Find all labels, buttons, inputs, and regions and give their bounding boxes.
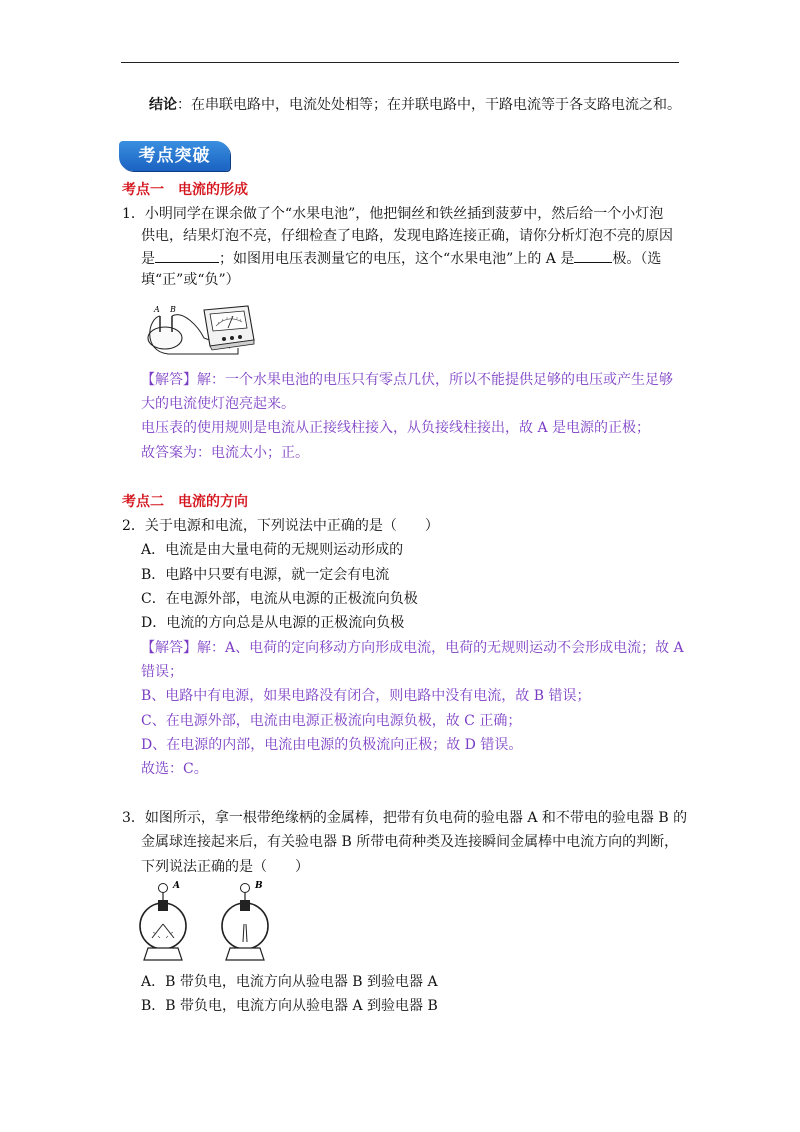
q1-blank-1[interactable] [155,248,219,263]
q3-line1: 3．如图所示，拿一根带绝缘柄的金属棒，把带有负电荷的验电器 A 和不带电的验电器 B 的 [122,810,688,826]
fig3-label-b: B [255,881,263,891]
fruit-battery-svg [138,296,258,358]
fig1-label-a: A [154,305,160,314]
electroscope-b [222,881,268,960]
fruit-battery-figure [138,296,258,358]
q1-line3-a: 是 [141,251,155,267]
electroscope-b-ball [241,884,250,893]
conclusion-line [149,95,681,115]
electroscope-a [140,881,186,960]
electroscope-a-stopper [158,900,168,911]
section1-title: 考点一 电流的形成 [122,182,248,198]
a2-line3: B、电路中有电源，如果电路没有闭合，则电路中没有电流，故 B 错误； [141,688,591,704]
q1-line3-b: ；如图用电压表测量它的电压，这个“水果电池”上的 A 是 [219,251,575,267]
electroscope-svg [138,878,284,964]
a2-line1 [141,638,684,658]
electroscope-a-base [144,948,182,960]
banner-title: 考点突破 [138,146,211,166]
electroscope-b-base [226,948,264,960]
terminal-1 [222,337,226,341]
conclusion-label: 结论 [149,97,177,113]
q1-line1: 1．小明同学在课余做了个“水果电池”，他把铜丝和铁丝插到菠萝中，然后给一个小灯泡 [122,206,664,222]
q3-line2: 金属球连接起来后，有关验电器 B 所带电荷种类及连接瞬间金属棒中电流方向的判断， [141,834,679,850]
a2-line2: 错误； [141,664,183,680]
q1-line3 [141,248,661,269]
section-banner [119,141,230,171]
a1-tag: 【解答】 [141,372,197,388]
q3-option-a[interactable]: A．B 带负电，电流方向从验电器 B 到验电器 A [141,974,438,990]
q3-option-b[interactable]: B．B 带负电，电流方向从验电器 A 到验电器 B [141,998,438,1014]
electroscope-b-stopper [240,900,250,911]
voltmeter-dial [210,311,247,331]
a1-line1 [141,370,673,390]
a2-tag: 【解答】 [141,640,197,656]
q2-stem: 2．关于电源和电流，下列说法中正确的是（ ） [122,518,439,534]
fig1-label-b: B [170,305,176,314]
a1-line1-text: 解：一个水果电池的电压只有零点几伏，所以不能提供足够的电压或产生足够 [197,372,673,388]
a2-line5: D、在电源的内部，电流由电源的负极流向正极；故 D 错误。 [141,737,523,753]
conclusion-text: ：在串联电路中，电流处处相等；在并联电路中，干路电流等于各支路电流之和。 [177,97,681,113]
a2-line6: 故选：C。 [141,761,208,777]
q2-option-b[interactable]: B．电路中只要有电源，就一定会有电流 [141,567,390,583]
electroscope-figure [138,878,284,964]
q1-line3-c: 极。（选 [612,251,662,267]
terminal-2 [230,336,234,340]
fig3-label-a: A [173,881,180,891]
header-rule [121,62,679,63]
q2-option-a[interactable]: A．电流是由大量电荷的无规则运动形成的 [141,542,404,558]
q1-line2: 供电，结果灯泡不亮，仔细检查了电路，发现电路连接正确，请你分析灯泡不亮的原因 [141,228,673,244]
a1-line3: 电压表的使用规则是电流从正接线柱接入，从负接线柱接出，故 A 是电源的正极； [141,420,651,436]
a1-line2: 大的电流使灯泡亮起来。 [141,396,295,412]
q3-line3: 下列说法正确的是（ ） [141,859,309,875]
a1-line4: 故答案为：电流太小；正。 [141,445,309,461]
a2-line1-text: 解：A、电荷的定向移动方向形成电流，电荷的无规则运动不会形成电流；故 A [197,640,684,656]
section2-title: 考点二 电流的方向 [122,494,248,510]
q1-blank-2[interactable] [574,248,612,263]
a2-line4: C、在电源外部，电流由电源正极流向电源负极，故 C 正确； [141,713,522,729]
q1-line4: 填“正”或“负”） [141,272,240,288]
q2-option-d[interactable]: D．电流的方向总是从电源的正极流向负极 [141,615,405,631]
electroscope-a-ball [159,884,168,893]
terminal-3 [238,335,242,339]
q2-option-c[interactable]: C．在电源外部，电流从电源的正极流向负极 [141,591,418,607]
